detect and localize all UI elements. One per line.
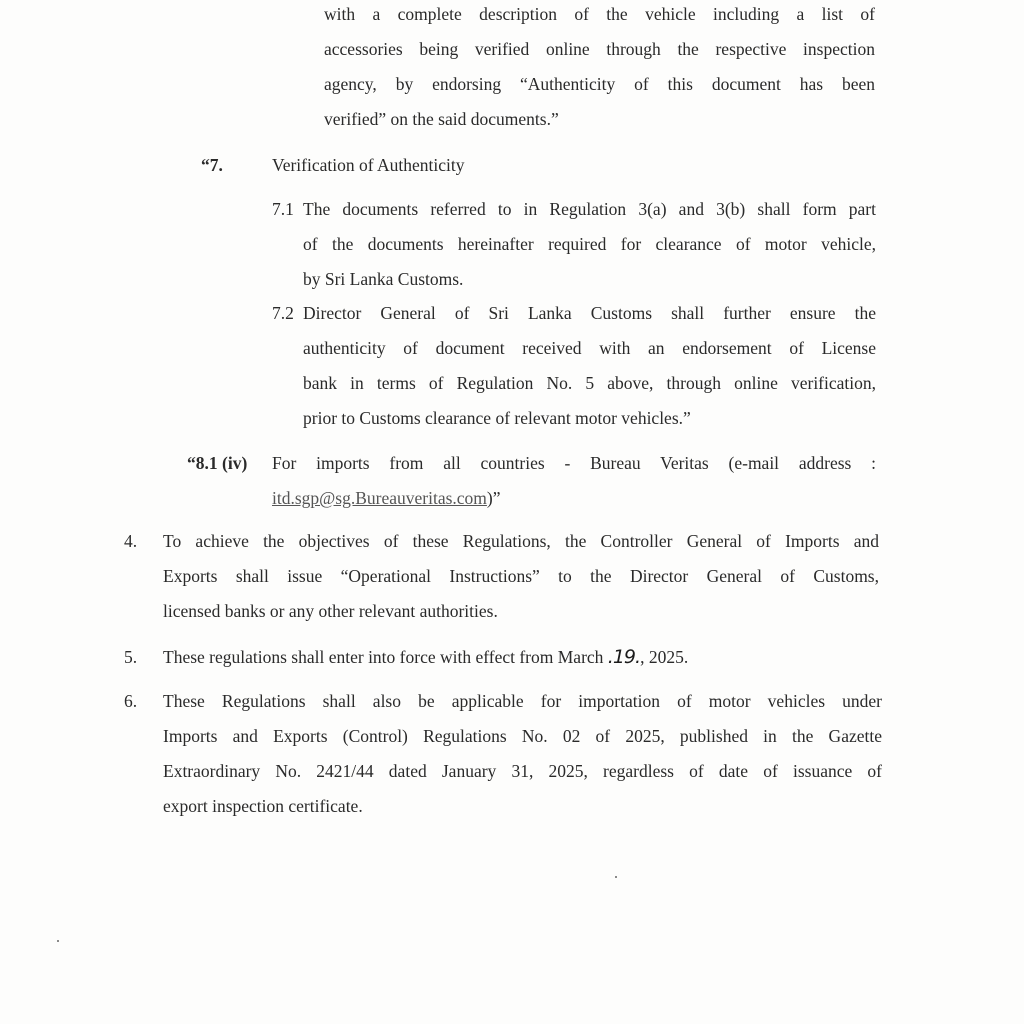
item-7-2-line: authenticity of document received with an endorsement of License — [303, 338, 876, 358]
clause-5-line — [163, 640, 879, 675]
item-7-2-text — [303, 296, 876, 436]
top-paragraph — [324, 0, 875, 137]
handwritten-day: .19. — [607, 646, 641, 668]
clause-6-line: export inspection certificate. — [163, 796, 363, 816]
section-8-1-closing: )” — [486, 488, 501, 508]
item-7-1-line: by Sri Lanka Customs. — [303, 269, 464, 289]
section-7-number: “7. — [201, 155, 223, 175]
clause-4-line: Exports shall issue “Operational Instructions” to the Director General of Customs, — [163, 566, 879, 586]
section-8-1-line — [272, 481, 876, 516]
top-paragraph-line: agency, by endorsing “Authenticity of this document has been — [324, 74, 875, 94]
item-7-1-line: of the documents hereinafter required for clearance of motor vehicle, — [303, 234, 876, 254]
section-8-1-line: For imports from all countries - Bureau Veritas (e-mail address : — [272, 453, 876, 473]
clause-6-line: Imports and Exports (Control) Regulations No. 02 of 2025, published in the Gazette — [163, 726, 882, 746]
bureau-veritas-email-link[interactable]: itd.sgp@sg.Bureauveritas.com — [272, 488, 487, 508]
item-7-1-number: 7.1 — [272, 199, 294, 219]
clause-6-text — [163, 684, 882, 824]
clause-6-number: 6. — [124, 691, 138, 711]
clause-5-text — [163, 640, 879, 675]
section-7-heading: Verification of Authenticity — [272, 155, 465, 175]
clause-4-line: licensed banks or any other relevant authorities. — [163, 601, 498, 621]
clause-6-line: Extraordinary No. 2421/44 dated January 31, 2025, regardless of date of issuance of — [163, 761, 882, 781]
clause-5-text-after: , 2025. — [640, 647, 689, 667]
section-8-1-number: “8.1 (iv) — [187, 453, 248, 473]
item-7-2-number: 7.2 — [272, 303, 294, 323]
item-7-2-line: prior to Customs clearance of relevant motor vehicles.” — [303, 408, 691, 428]
clause-4-line: To achieve the objectives of these Regulations, the Controller General of Imports and — [163, 531, 879, 551]
clause-6-line: These Regulations shall also be applicable for importation of motor vehicles under — [163, 691, 882, 711]
item-7-2-line: Director General of Sri Lanka Customs shall further ensure the — [303, 303, 876, 323]
clause-4-number: 4. — [124, 531, 138, 551]
clause-5-number: 5. — [124, 647, 138, 667]
scan-speck — [57, 940, 59, 942]
clause-4-text — [163, 524, 879, 629]
item-7-1-text — [303, 192, 876, 297]
clause-5-text-before: These regulations shall enter into force with effect from March — [163, 647, 608, 667]
scan-speck — [615, 876, 617, 878]
top-paragraph-line: with a complete description of the vehicle including a list of — [324, 4, 875, 24]
item-7-2-line: bank in terms of Regulation No. 5 above, through online verification, — [303, 373, 876, 393]
section-8-1-text — [272, 446, 876, 516]
top-paragraph-line: verified” on the said documents.” — [324, 109, 559, 129]
item-7-1-line: The documents referred to in Regulation 3(a) and 3(b) shall form part — [303, 199, 876, 219]
top-paragraph-line: accessories being verified online through the respective inspection — [324, 39, 875, 59]
